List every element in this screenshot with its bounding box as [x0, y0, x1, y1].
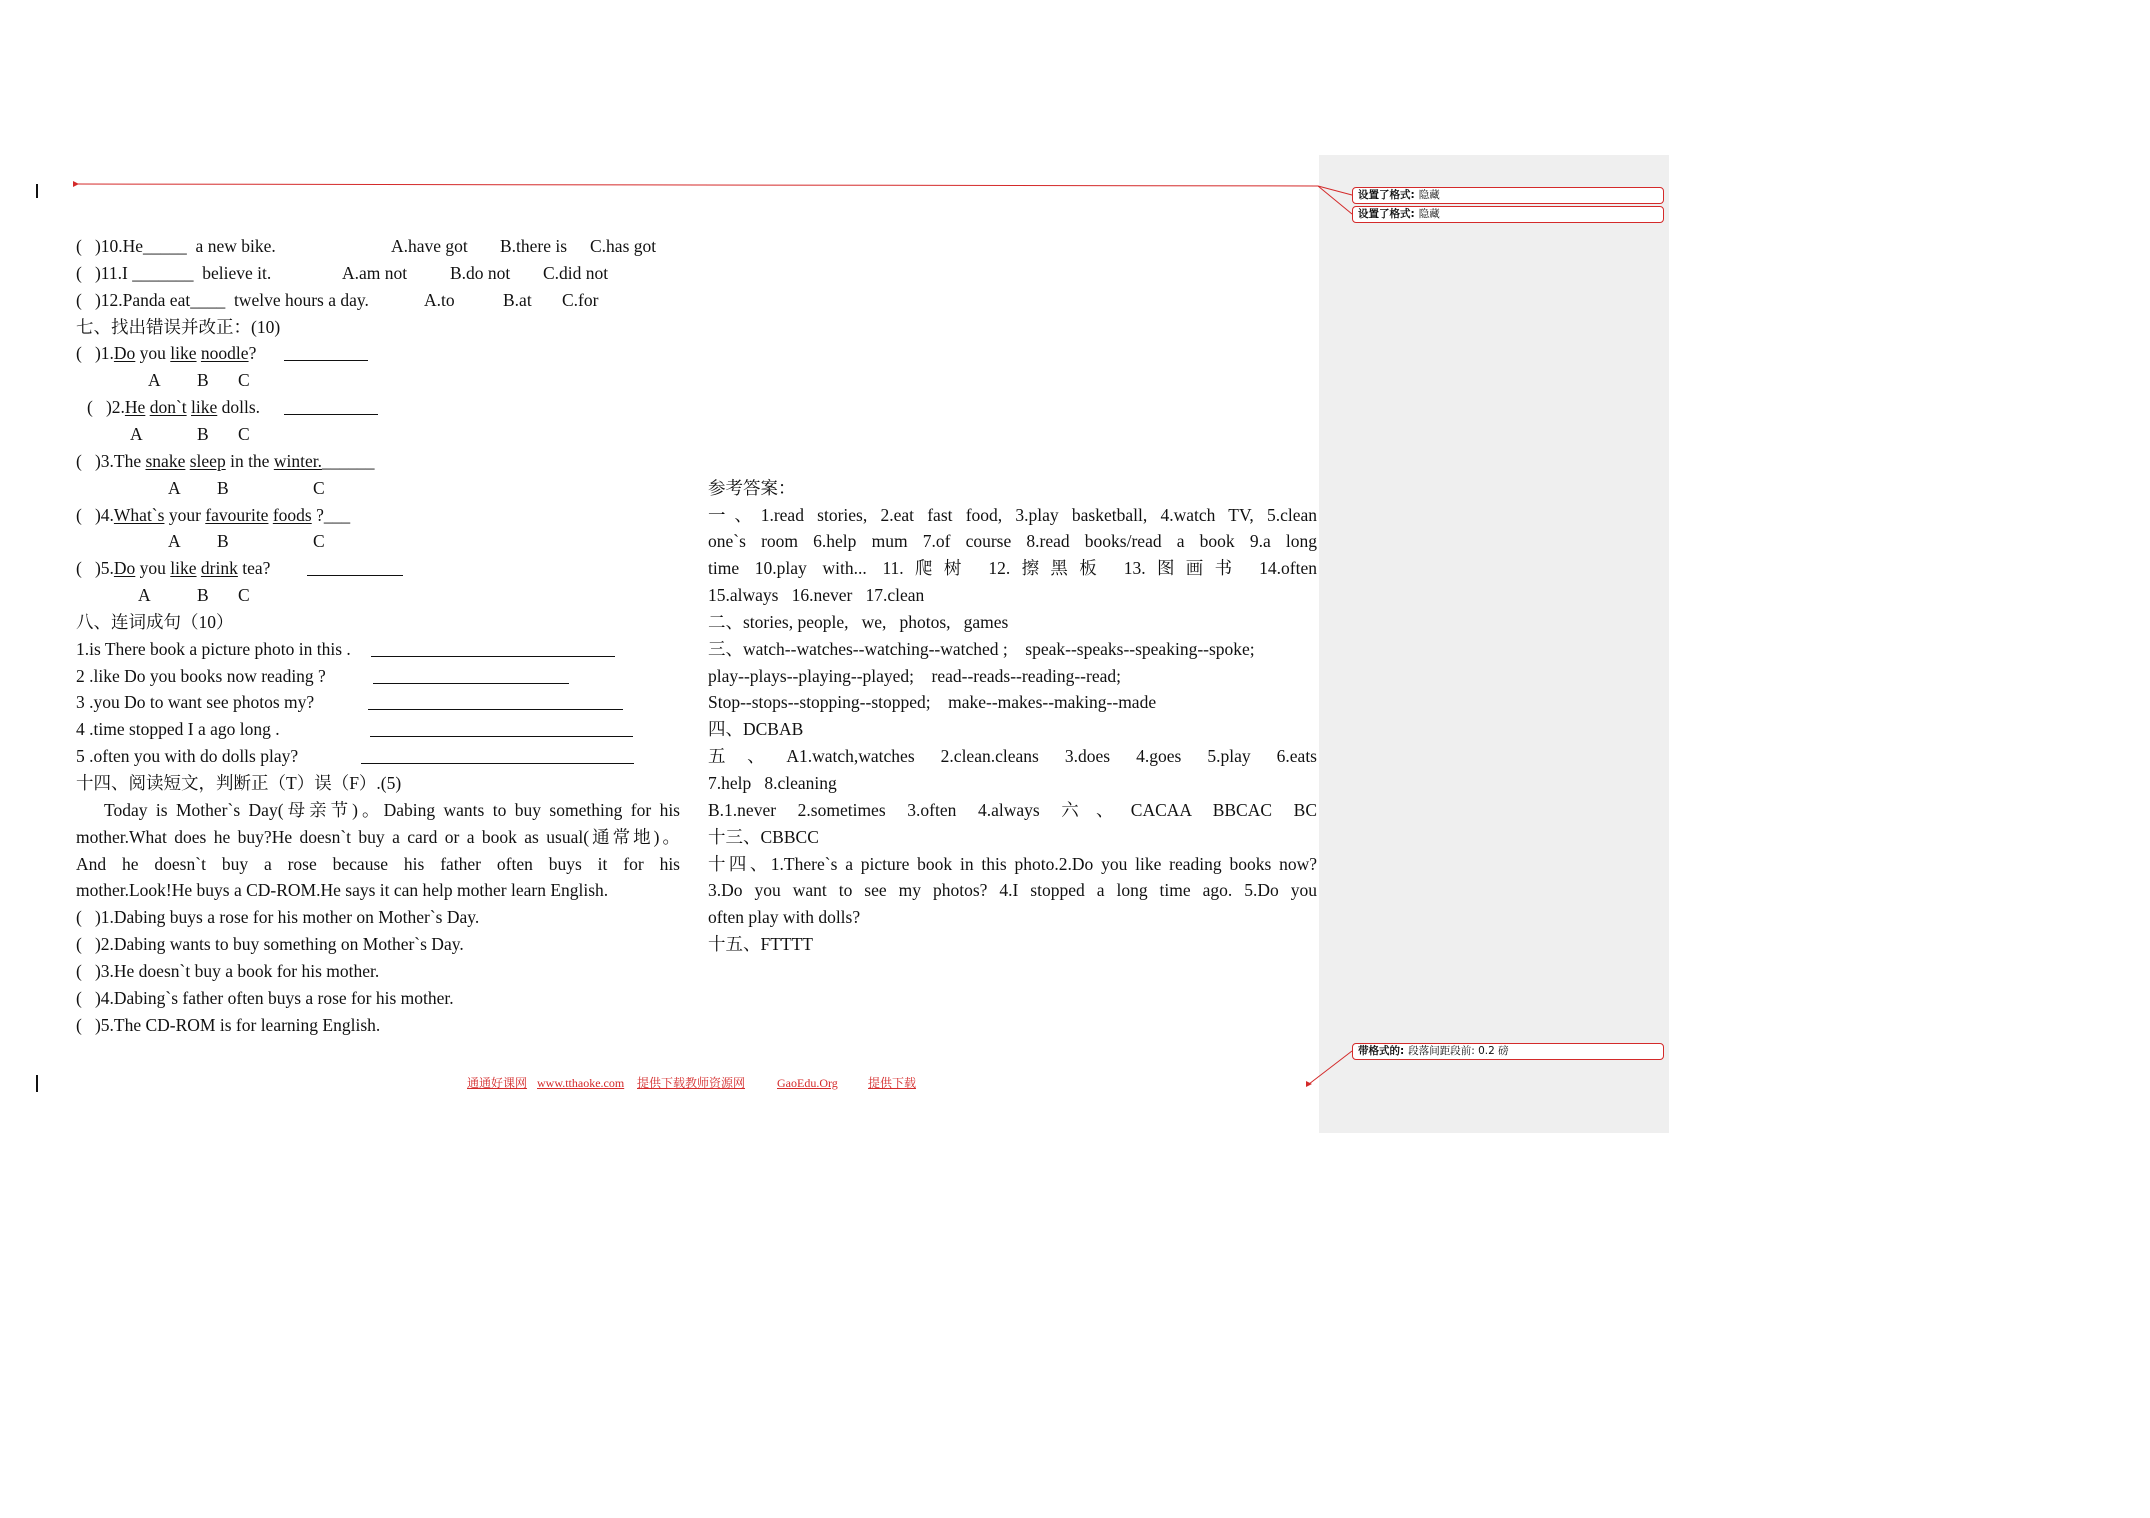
answer-line: 五、A1.watch,watches 2.clean.cleans 3.does 4.goes 5.play 6.eats — [708, 746, 1317, 767]
marked-word-c: foods — [272, 504, 312, 525]
option-a: A.have got — [391, 236, 468, 257]
error-correction-item — [76, 340, 680, 367]
answer-blank — [371, 656, 615, 657]
revision-leader-line — [75, 184, 1318, 186]
true-false-statement: ( )1.Dabing buys a rose for his mother on Mother`s Day. — [76, 907, 480, 928]
true-false-statement: ( )4.Dabing`s father often buys a rose for his mother. — [76, 987, 454, 1008]
letter-b: B — [197, 585, 209, 606]
error-correction-item — [76, 502, 680, 529]
sentence-segment: ( )3.The — [76, 450, 146, 471]
answer-blank — [368, 709, 623, 710]
sentence-segment: in the — [225, 450, 274, 471]
sentence-segment: ( )2. — [87, 397, 125, 418]
question-stem: ( )12.Panda eat____ twelve hours a day. — [76, 289, 369, 310]
letter-a: A — [168, 531, 181, 552]
marked-word-a: Do — [113, 558, 136, 579]
sentence-segment: you — [135, 558, 171, 579]
footer-url[interactable]: www.tthaoke.com — [537, 1076, 625, 1090]
marked-word-a: What`s — [113, 504, 165, 525]
answer-blank: ______ — [321, 450, 375, 471]
option-b: B.at — [503, 289, 532, 310]
sentence-item — [76, 663, 680, 690]
letter-a: A — [168, 477, 181, 498]
true-false-statement: ( )5.The CD-ROM is for learning English. — [76, 1014, 381, 1035]
footer-text: 提供下载 — [868, 1076, 917, 1090]
comment-value: 段落间距段前: 0.2 磅 — [1408, 1045, 1509, 1057]
answer-line: time 10.play with... 11.爬树 12.擦黑板 13.图画书 14.often — [708, 558, 1317, 579]
footer-url[interactable]: GaoEdu.Org — [777, 1076, 838, 1090]
mc-question — [76, 233, 680, 260]
sentence-item — [76, 636, 680, 663]
footer-text: 提供下载教师资源网 — [637, 1076, 746, 1090]
marked-word-c: drink — [200, 558, 238, 579]
answer-blank — [370, 736, 633, 737]
sentence-item — [76, 743, 680, 770]
marked-word-c: noodle — [200, 343, 249, 364]
revision-anchor-icon — [1306, 1081, 1312, 1087]
section-heading: 八、连词成句（10） — [76, 611, 234, 632]
option-letters-row — [76, 421, 680, 448]
marked-word-b: like — [170, 558, 197, 579]
sentence-segment: dolls. — [217, 397, 261, 418]
comment-value: 隐藏 — [1418, 208, 1440, 220]
option-a: A.am not — [342, 262, 408, 283]
answer-blank — [284, 414, 378, 415]
marked-word-b: favourite — [205, 504, 269, 525]
format-comment-balloon[interactable] — [1352, 1043, 1664, 1060]
sentence-segment: your — [164, 504, 206, 525]
marked-word-c: like — [191, 397, 218, 418]
marked-word-a: snake — [145, 450, 186, 471]
answer-key-column — [708, 475, 1317, 958]
answer-blank — [307, 575, 403, 576]
format-comment-balloon[interactable] — [1352, 187, 1664, 204]
scrambled-words: 3 .you Do to want see photos my? — [76, 692, 315, 713]
marked-word-c: winter. — [273, 450, 322, 471]
answer-blank: ?___ — [311, 504, 351, 525]
sentence-item — [76, 689, 680, 716]
option-c: C.has got — [590, 236, 657, 257]
marked-word-b: don`t — [149, 397, 187, 418]
answer-line: often play with dolls? — [708, 907, 861, 928]
answer-line: one`s room 6.help mum 7.of course 8.read books/read a book 9.a long — [708, 531, 1317, 552]
letter-b: B — [197, 370, 209, 391]
option-letters-row — [76, 582, 680, 609]
answer-line: Stop--stops--stopping--stopped; make--makes--making--made — [708, 692, 1157, 713]
letter-b: B — [217, 531, 229, 552]
scrambled-words: 5 .often you with do dolls play? — [76, 746, 299, 767]
letter-c: C — [238, 370, 250, 391]
comment-label: 设置了格式: — [1358, 189, 1415, 201]
sentence-segment: ( )1. — [76, 343, 114, 364]
option-b: B.there is — [500, 236, 568, 257]
option-letters-row — [76, 528, 680, 555]
option-a: A.to — [424, 289, 455, 310]
letter-c: C — [313, 477, 325, 498]
answer-line: 15.always 16.never 17.clean — [708, 585, 925, 606]
answer-blank — [373, 683, 569, 684]
comment-value: 隐藏 — [1418, 189, 1440, 201]
passage-line: mother.What does he buy?He doesn`t buy a card or a book as usual(通常地)。 — [76, 826, 680, 847]
option-letters-row — [76, 367, 680, 394]
answer-line: 四、DCBAB — [708, 719, 804, 740]
comment-label: 设置了格式: — [1358, 208, 1415, 220]
letter-c: C — [313, 531, 325, 552]
mc-question — [76, 287, 680, 314]
letter-c: C — [238, 424, 250, 444]
letter-b: B — [217, 477, 229, 498]
sentence-segment: tea? — [237, 558, 271, 579]
change-bar — [36, 1075, 38, 1092]
error-correction-item — [76, 555, 680, 582]
marked-word-b: sleep — [189, 450, 226, 471]
answer-line: B.1.never 2.sometimes 3.often 4.always 六、CACAA BBCAC BC — [708, 799, 1317, 820]
markup-pane — [1319, 155, 1669, 1133]
mc-question — [76, 260, 680, 287]
answer-line: 十三、CBBCC — [708, 826, 819, 847]
marked-word-a: Do — [113, 343, 136, 364]
section-heading: 七、找出错误并改正：(10) — [76, 316, 281, 337]
sentence-segment: you — [135, 343, 171, 364]
revision-anchor-icon — [73, 181, 79, 187]
letter-c: C — [238, 585, 250, 606]
marked-word-b: like — [170, 343, 197, 364]
option-letters-row — [76, 475, 680, 502]
sentence-segment: ( )5. — [76, 558, 114, 579]
passage-line: mother.Look!He buys a CD-ROM.He says it can help mother learn English. — [76, 880, 609, 901]
footer-site-name: 通通好课网 — [467, 1076, 528, 1090]
answer-line: play--plays--playing--played; read--reads--reading--read; — [708, 665, 1121, 686]
answer-blank — [361, 763, 634, 764]
scrambled-words: 4 .time stopped I a ago long . — [76, 719, 280, 740]
marked-word-a: He — [124, 397, 146, 418]
section-heading: 十四、阅读短文，判断正（T）误（F）.(5) — [76, 772, 402, 793]
option-c: C.for — [562, 289, 599, 310]
letter-a: A — [130, 424, 143, 444]
question-stem: ( )11.I _______ believe it. — [76, 262, 272, 283]
answer-line: 十四、1.There`s a picture book in this photo.2.Do you like reading books now? — [708, 853, 1317, 874]
true-false-statement: ( )2.Dabing wants to buy something on Mother`s Day. — [76, 934, 464, 955]
answer-line: 三、watch--watches--watching--watched ; speak--speaks--speaking--spoke; — [708, 638, 1255, 659]
answer-line: 二、stories, people, we, photos, games — [708, 611, 1009, 632]
error-correction-item — [76, 448, 680, 475]
letter-a: A — [138, 585, 151, 606]
answer-line: 十五、FTTTT — [708, 934, 813, 955]
comment-label: 带格式的: — [1358, 1045, 1405, 1057]
sentence-item — [76, 716, 680, 743]
option-b: B.do not — [450, 262, 511, 283]
exercise-column — [76, 233, 680, 1038]
sentence-segment: ( )4. — [76, 504, 114, 525]
answer-line: 7.help 8.cleaning — [708, 772, 837, 793]
answer-line: 3.Do you want to see my photos? 4.I stopped a long time ago. 5.Do you — [708, 880, 1317, 901]
passage-line: Today is Mother`s Day(母亲节)。Dabing wants to buy something for his — [104, 799, 680, 820]
true-false-statement: ( )3.He doesn`t buy a book for his mother. — [76, 960, 380, 981]
answer-blank — [284, 360, 368, 361]
letter-b: B — [197, 424, 209, 444]
scrambled-words: 1.is There book a picture photo in this . — [76, 638, 351, 659]
letter-a: A — [148, 370, 161, 391]
option-c: C.did not — [543, 262, 609, 283]
answer-key-title: 参考答案： — [708, 477, 796, 498]
passage-line: And he doesn`t buy a rose because his father often buys it for his — [76, 853, 680, 874]
scrambled-words: 2 .like Do you books now reading ? — [76, 665, 326, 686]
answer-line: 一、1.read stories, 2.eat fast food, 3.play basketball, 4.watch TV, 5.clean — [708, 504, 1317, 525]
question-stem: ( )10.He_____ a new bike. — [76, 236, 276, 257]
format-comment-balloon[interactable] — [1352, 206, 1664, 223]
change-bar — [36, 184, 38, 198]
error-correction-item — [76, 394, 680, 421]
sentence-segment: ? — [248, 343, 257, 364]
